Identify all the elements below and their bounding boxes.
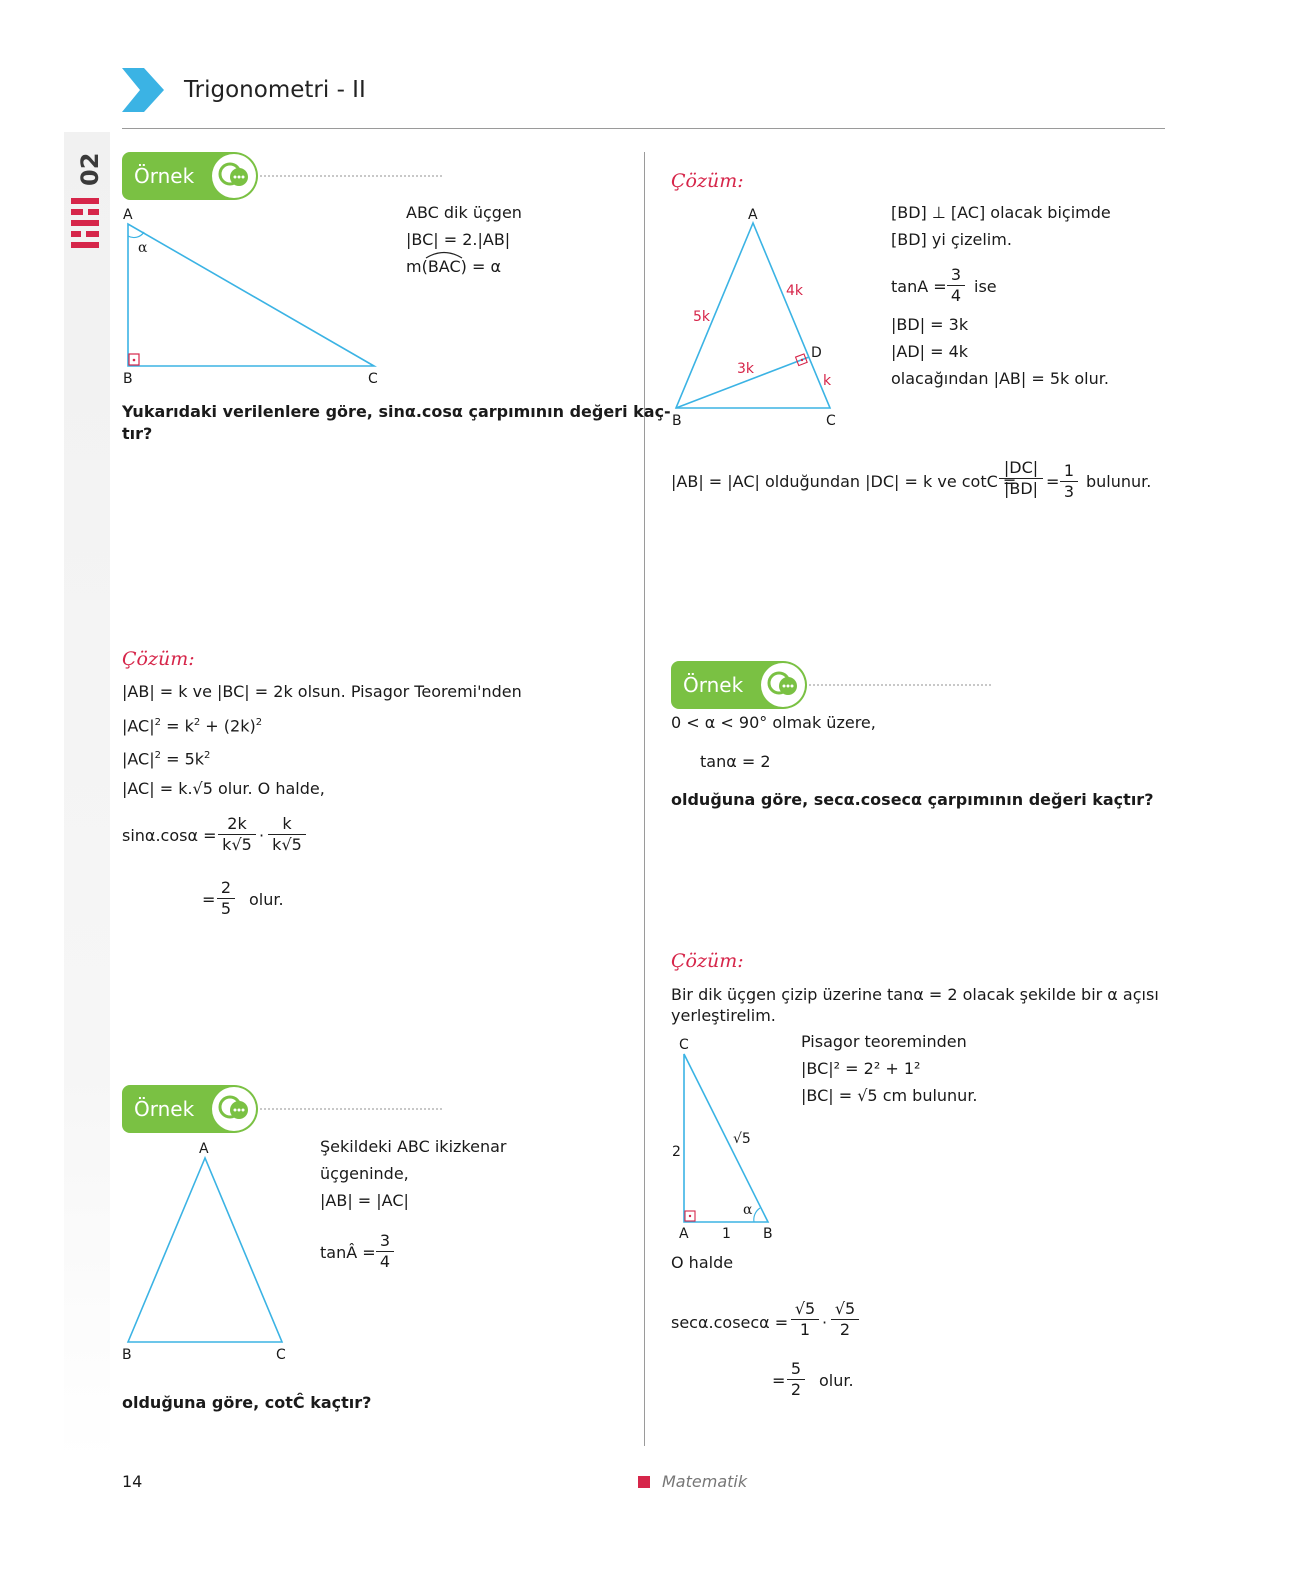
dot-operator: · — [259, 826, 265, 845]
sol2-tan-lhs: tanA = — [891, 277, 947, 296]
vertex-a-label: A — [199, 1141, 209, 1157]
sol2-tan-fraction: $\frac{3}{4}$ — [947, 265, 965, 306]
page-title: Trigonometri - II — [184, 77, 366, 103]
cozum-heading-2: Çözüm: — [671, 170, 744, 192]
sol3-fraction-2: $\frac{√5}{2}$ — [831, 1299, 859, 1340]
sol2-t2: [BD] yi çizelim. — [891, 230, 1012, 249]
sol3-pis3: |BC| = √5 cm bulunur. — [801, 1086, 978, 1105]
sol2-result-end: bulunur. — [1086, 472, 1152, 491]
vertex-a-label: A — [748, 207, 758, 223]
vertex-c-label: C — [368, 371, 378, 387]
sol1-lhs: sinα.cosα = — [122, 826, 217, 845]
sol2-result-fraction-1: $\frac{|DC|}{|BD|}$ — [999, 458, 1043, 499]
sol3-pis1: Pisagor teoreminden — [801, 1032, 967, 1051]
vertex-b-label: B — [122, 1347, 132, 1363]
ornek-badge-2 — [122, 1085, 258, 1133]
badge-dots — [260, 1108, 442, 1110]
speech-bubble-icon — [212, 154, 256, 198]
sol3-fraction-3: $\frac{5}{2}$ — [787, 1359, 805, 1400]
given-3: m(BAC) = α — [406, 257, 502, 276]
vertex-a-label: A — [123, 207, 133, 223]
side-k-label: k — [823, 373, 832, 389]
sol2-t1: [BD] ⊥ [AC] olacak biçimde — [891, 203, 1111, 222]
question-1-line2: tır? — [122, 424, 153, 443]
sol2-result-lhs: |AB| = |AC| olduğundan |DC| = k ve cotC = — [671, 472, 1017, 491]
ex2-text2: üçgeninde, — [320, 1164, 409, 1183]
right-triangle-figure — [120, 206, 390, 386]
alpha-label: α — [138, 240, 148, 256]
sol3-pis2: |BC|² = 2² + 1² — [801, 1059, 921, 1078]
column-divider — [644, 152, 645, 1446]
sol3-ohalde: O halde — [671, 1253, 734, 1272]
question-3: olduğuna göre, secα.cosecα çarpımının değeri kaçtır? — [671, 790, 1154, 809]
side-4k-label: 4k — [786, 283, 804, 299]
ex3-line2: tanα = 2 — [700, 752, 771, 771]
sol2-t4: |AD| = 4k — [891, 342, 969, 361]
side-2-label: 2 — [672, 1144, 681, 1160]
side-1-label: 1 — [722, 1226, 731, 1242]
badge-label: Örnek — [683, 673, 744, 697]
sidebar-strip — [64, 132, 110, 1462]
chevron-icon — [122, 68, 164, 112]
vertex-b-label: B — [763, 1226, 773, 1242]
badge-label: Örnek — [134, 164, 195, 188]
ex2-text3: |AB| = |AC| — [320, 1191, 409, 1210]
fasikul-number: 02 — [76, 152, 104, 186]
sol1-line2: $|AC|^2 = k^2 + (2k)^2$ — [122, 716, 263, 736]
sol2-t3: |BD| = 3k — [891, 315, 969, 334]
fasikul-tab — [68, 146, 104, 250]
badge-dots — [809, 684, 991, 686]
page-number: 14 — [122, 1472, 143, 1491]
angle-hat-icon — [424, 249, 464, 259]
sol3-lhs: secα.cosecα = — [671, 1313, 789, 1332]
sol3-fraction-1: $\frac{√5}{1}$ — [791, 1299, 819, 1340]
vertex-a-label: A — [679, 1226, 689, 1242]
sol1-fraction-2: $\frac{k}{k√5}$ — [268, 814, 306, 855]
side-3k-label: 3k — [737, 361, 755, 377]
footer-square-icon — [638, 1476, 650, 1488]
ornek-badge-1 — [122, 152, 258, 200]
ex2-tan-lhs: tanÂ = — [320, 1243, 376, 1262]
sol2-t5: olacağından |AB| = 5k olur. — [891, 369, 1109, 388]
sol3-p2: yerleştirelim. — [671, 1006, 776, 1025]
footer-subject: Matematik — [662, 1472, 748, 1491]
cozum-heading-3: Çözüm: — [671, 950, 744, 972]
vertex-c-label: C — [826, 413, 836, 429]
vertex-c-label: C — [679, 1037, 689, 1053]
vertex-b-label: B — [123, 371, 133, 387]
dot-operator: · — [822, 1313, 828, 1332]
sol1-fraction-1: $\frac{2k}{k√5}$ — [218, 814, 256, 855]
speech-bubble-icon — [212, 1087, 256, 1131]
given-1: ABC dik üçgen — [406, 203, 522, 222]
sol3-p1: Bir dik üçgen çizip üzerine tanα = 2 olacak şekilde bir α açısı — [671, 985, 1159, 1004]
vertex-c-label: C — [276, 1347, 286, 1363]
sol2-ise: ise — [974, 277, 997, 296]
speech-bubble-icon — [761, 663, 805, 707]
badge-dots — [260, 175, 442, 177]
vertex-d-label: D — [811, 345, 822, 361]
side-5k-label: 5k — [693, 309, 711, 325]
right-triangle-figure-2 — [676, 1046, 776, 1226]
alpha-label: α — [743, 1202, 753, 1218]
badge-label: Örnek — [134, 1097, 195, 1121]
sol1-olur: olur. — [249, 890, 284, 909]
sol2-result-fraction-2: $\frac{1}{3}$ — [1060, 461, 1078, 502]
isosceles-triangle-figure — [120, 1150, 290, 1350]
sol1-line1: |AB| = k ve |BC| = 2k olsun. Pisagor Teoremi'nden — [122, 682, 522, 701]
vertex-b-label: B — [672, 413, 682, 429]
sol1-line4: |AC| = k.√5 olur. O halde, — [122, 779, 325, 798]
sol1-fraction-3: $\frac{2}{5}$ — [217, 878, 235, 919]
question-2: olduğuna göre, cotĈ kaçtır? — [122, 1393, 372, 1412]
ex3-line1: 0 < α < 90° olmak üzere, — [671, 713, 876, 732]
ornek-badge-3 — [671, 661, 807, 709]
sol3-olur: olur. — [819, 1371, 854, 1390]
given-2: |BC| = 2.|AB| — [406, 230, 511, 249]
header-divider — [122, 128, 1165, 129]
sol1-eq: = — [202, 890, 216, 909]
ex2-text1: Şekildeki ABC ikizkenar — [320, 1137, 507, 1156]
sol1-line3: $|AC|^2 = 5k^2$ — [122, 749, 211, 769]
sol3-eq: = — [772, 1371, 786, 1390]
cozum-heading-1: Çözüm: — [122, 648, 195, 670]
question-1-line1: Yukarıdaki verilenlere göre, sinα.cosα çarpımının değeri kaç- — [122, 402, 671, 421]
side-root5-label: √5 — [733, 1131, 751, 1147]
sol2-result-eq: = — [1046, 472, 1060, 491]
ex2-tan-fraction: $\frac{3}{4}$ — [376, 1231, 394, 1272]
